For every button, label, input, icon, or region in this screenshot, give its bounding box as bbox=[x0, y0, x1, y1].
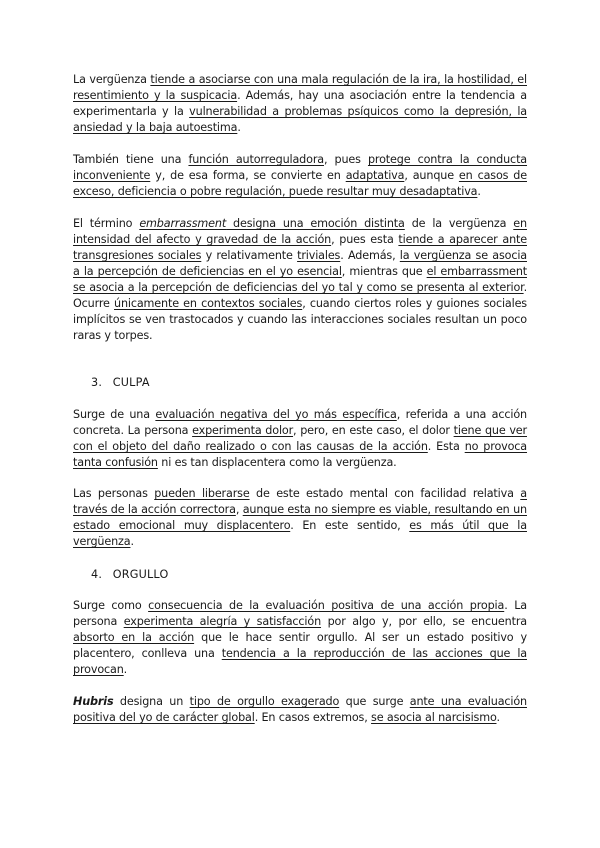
text-run: . Además, bbox=[340, 249, 400, 262]
guilt-paragraph-2 bbox=[73, 486, 527, 550]
underlined-phrase: función autorreguladora bbox=[188, 153, 324, 166]
underlined-phrase: protege contra la conducta inconveniente bbox=[73, 153, 528, 182]
underlined-phrase: tiende a aparecer ante transgresiones sociales bbox=[73, 233, 527, 262]
text-run: que le hace sentir orgullo. Al ser un estado positivo y placentero, conlleva una bbox=[73, 631, 527, 660]
text-run: Surge de una bbox=[73, 408, 156, 421]
text-run: . bbox=[496, 711, 500, 724]
underlined-phrase: tipo de orgullo exagerado bbox=[189, 695, 340, 708]
underlined-phrase: no provoca tanta confusión bbox=[73, 440, 528, 469]
shame-paragraph-1 bbox=[73, 72, 527, 136]
text-run: La vergüenza bbox=[73, 73, 151, 86]
pride-paragraph-2 bbox=[73, 694, 527, 726]
shame-paragraph-3 bbox=[73, 216, 527, 344]
underlined-phrase: tendencia a la reproducción de las acciones que la provocan bbox=[73, 647, 527, 676]
section-title: CULPA bbox=[112, 376, 150, 389]
text-run: El término bbox=[73, 217, 140, 230]
underlined-phrase: es más útil que la vergüenza bbox=[73, 519, 527, 548]
underlined-phrase: triviales bbox=[297, 249, 341, 262]
text-run: Las personas bbox=[73, 487, 155, 500]
underlined-phrase: ante una evaluación positiva del yo de carácter global bbox=[73, 695, 527, 724]
text-run: , aunque bbox=[404, 169, 459, 182]
underlined-phrase: evaluación negativa del yo más específica bbox=[155, 408, 397, 421]
text-run: . La persona bbox=[73, 599, 527, 628]
underlined-phrase: a través de la acción correctora bbox=[73, 487, 527, 516]
text-run: , cuando ciertos roles y guiones sociales implícitos se ven trastocados y cuando las interacciones sociales resultan un poco raras y torpes. bbox=[73, 297, 527, 342]
section-title: ORGULLO bbox=[112, 568, 169, 581]
section-heading-pride bbox=[91, 567, 168, 583]
text-run: , referida a una acción concreta. La persona bbox=[73, 408, 527, 437]
text-run: Surge como bbox=[73, 599, 149, 612]
underlined-phrase: aunque esta no siempre es viable, resultando en un estado emocional muy displacentero bbox=[73, 503, 527, 532]
text-run: . bbox=[123, 663, 128, 676]
guilt-paragraph-1 bbox=[73, 407, 527, 471]
underlined-phrase: embarrassment bbox=[139, 217, 227, 230]
text-run: , pues esta bbox=[331, 233, 399, 246]
text-run: , bbox=[235, 503, 243, 516]
underlined-phrase: tiene que ver con el objeto del daño realizado o con las causas de la acción bbox=[73, 424, 527, 453]
underlined-phrase: tiende a asociarse con una mala regulación de la ira, la hostilidad, el resentimiento y la suspicacia bbox=[73, 73, 527, 102]
underlined-phrase: designa una emoción distinta bbox=[226, 217, 405, 230]
text-run: . Además, hay una asociación entre la tendencia a experimentarla y la bbox=[73, 89, 527, 118]
text-run: . En casos extremos, bbox=[254, 711, 372, 724]
text-run: ni es tan displacentera como la vergüenza. bbox=[157, 456, 397, 469]
text-run: y, de esa forma, se convierte en bbox=[150, 169, 346, 182]
text-run: . En este sentido, bbox=[290, 519, 410, 532]
shame-paragraph-2 bbox=[73, 152, 527, 200]
text-run: . Esta bbox=[427, 440, 465, 453]
underlined-phrase: experimenta dolor bbox=[192, 424, 294, 437]
text-run: . bbox=[237, 121, 241, 134]
text-run: de la vergüenza bbox=[404, 217, 514, 230]
text-run: Hubris bbox=[73, 695, 114, 708]
underlined-phrase: vulnerabilidad a problemas psíquicos como la depresión, la ansiedad y la baja autoestima bbox=[73, 105, 527, 134]
underlined-phrase: consecuencia de la evaluación positiva de una acción propia bbox=[148, 599, 505, 612]
text-run: y relativamente bbox=[201, 249, 298, 262]
underlined-phrase: únicamente en contextos sociales bbox=[114, 297, 303, 310]
section-number: 4. bbox=[91, 568, 103, 581]
text-run: , pues bbox=[323, 153, 368, 166]
underlined-phrase: experimenta alegría y satisfacción bbox=[123, 615, 322, 628]
text-run: . Ocurre bbox=[73, 281, 527, 310]
pride-paragraph-1 bbox=[73, 598, 527, 678]
underlined-phrase: la vergüenza se asocia a la percepción de deficiencias en el yo esencial bbox=[73, 249, 527, 278]
text-run: . bbox=[477, 185, 481, 198]
underlined-phrase: se asocia al narcisismo bbox=[371, 711, 497, 724]
text-run: por algo y, por ello, se encuentra bbox=[321, 615, 527, 628]
underlined-phrase: absorto en la acción bbox=[73, 631, 195, 644]
section-heading-guilt bbox=[91, 375, 150, 391]
section-number: 3. bbox=[91, 376, 103, 389]
text-run: de este estado mental con facilidad relativa bbox=[249, 487, 521, 500]
underlined-phrase: pueden liberarse bbox=[154, 487, 250, 500]
underlined-phrase: en intensidad del afecto y gravedad de la acción bbox=[73, 217, 527, 246]
text-run: , pero, en este caso, el dolor bbox=[293, 424, 454, 437]
text-run: También tiene una bbox=[73, 153, 189, 166]
underlined-phrase: el embarrassment se asocia a la percepción de deficiencias del yo tal y como se presenta al exterior bbox=[73, 265, 527, 294]
underlined-phrase: adaptativa bbox=[345, 169, 405, 182]
text-run: designa un bbox=[113, 695, 190, 708]
text-run: que surge bbox=[339, 695, 410, 708]
underlined-phrase: en casos de exceso, deficiencia o pobre regulación, puede resultar muy desadaptativa bbox=[73, 169, 527, 198]
text-run: . bbox=[130, 535, 134, 548]
text-run: , mientras que bbox=[341, 265, 427, 278]
